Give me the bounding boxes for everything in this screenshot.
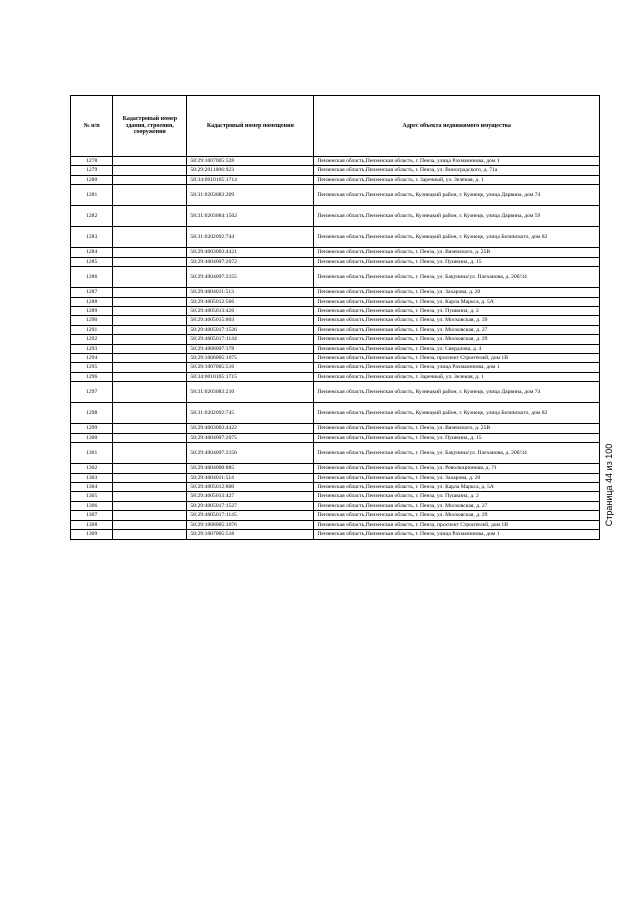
table-row <box>71 501 600 510</box>
cell-address: Пензенская область,Пензенская область, г. Пенза, ул. Пушкина, д. 15 <box>314 257 600 266</box>
cell-address: Пензенская область,Пензенская область, г. Пенза, ул. Пушкина, д. 2 <box>314 306 600 315</box>
cell-premises-cadastral: 58:29:4005012:566 <box>187 297 314 306</box>
cell-row-number: 1309 <box>71 530 113 539</box>
cell-building-cadastral <box>113 157 187 166</box>
table-row <box>71 511 600 520</box>
cell-address: Пензенская область,Пензенская область, г. Пенза, ул. Карла Маркса, д. 5А <box>314 297 600 306</box>
cell-row-number: 1289 <box>71 306 113 315</box>
cell-building-cadastral <box>113 185 187 206</box>
table-row <box>71 166 600 175</box>
table-row <box>71 354 600 363</box>
cell-premises-cadastral: 58:31:0202092:744 <box>187 227 314 248</box>
cell-premises-cadastral: 58:29:1006005:1075 <box>187 354 314 363</box>
registry-table-container <box>70 95 600 885</box>
cell-row-number: 1286 <box>71 267 113 288</box>
table-row <box>71 530 600 539</box>
cell-premises-cadastral: 58:34:0010105:1714 <box>187 175 314 184</box>
cell-premises-cadastral: 58:29:4005017:1144 <box>187 335 314 344</box>
cell-premises-cadastral: 58:31:0203083:209 <box>187 185 314 206</box>
cell-row-number: 1299 <box>71 424 113 433</box>
cell-premises-cadastral: 58:29:4005017:1527 <box>187 501 314 510</box>
cell-row-number: 1305 <box>71 492 113 501</box>
cell-premises-cadastral: 58:29:4005015:803 <box>187 316 314 325</box>
cell-premises-cadastral: 58:29:4004007:2072 <box>187 257 314 266</box>
cell-building-cadastral <box>113 501 187 510</box>
cell-building-cadastral <box>113 492 187 501</box>
cell-premises-cadastral: 58:29:4004007:2075 <box>187 433 314 442</box>
cell-row-number: 1283 <box>71 227 113 248</box>
cell-building-cadastral <box>113 433 187 442</box>
cell-address: Пензенская область,Пензенская область, Кузнецкий район, г. Кузнецк, улица Дарвина, дом 74 <box>314 382 600 403</box>
cell-row-number: 1307 <box>71 511 113 520</box>
cell-building-cadastral <box>113 267 187 288</box>
cell-premises-cadastral: 58:29:4004007:2156 <box>187 443 314 464</box>
cell-premises-cadastral: 58:29:4004011:513 <box>187 288 314 297</box>
cell-address: Пензенская область,Пензенская область, г. Пенза, ул. Захарова, д. 20 <box>314 288 600 297</box>
cell-address: Пензенская область,Пензенская область, г. Пенза, ул. Пушкина, д. 2 <box>314 492 600 501</box>
cell-building-cadastral <box>113 464 187 473</box>
table-row <box>71 382 600 403</box>
table-row <box>71 424 600 433</box>
cell-row-number: 1297 <box>71 382 113 403</box>
cell-building-cadastral <box>113 530 187 539</box>
cell-address: Пензенская область,Пензенская область, г. Пенза, ул. Бакунина/ул. Плеханова, д. 20б/34 <box>314 443 600 464</box>
cell-premises-cadastral: 58:29:4003003:4421 <box>187 248 314 257</box>
cell-premises-cadastral: 58:29:4005017:1526 <box>187 325 314 334</box>
cell-building-cadastral <box>113 520 187 529</box>
cell-building-cadastral <box>113 206 187 227</box>
table-row <box>71 175 600 184</box>
cell-address: Пензенская область,Пензенская область, г. Пенза, улица Рахманинова, дом 1 <box>314 157 600 166</box>
cell-row-number: 1287 <box>71 288 113 297</box>
header-building-cadastral: Кадастровый номер здания, строения, сооружения <box>113 96 187 157</box>
table-row <box>71 464 600 473</box>
cell-address: Пензенская область,Пензенская область, г. Пенза, ул. Московская, д. 39 <box>314 316 600 325</box>
cell-address: Пензенская область,Пензенская область, г. Пенза, ул. Московская, д. 27 <box>314 501 600 510</box>
table-row <box>71 185 600 206</box>
cell-address: Пензенская область,Пензенская область, г. Пенза, ул. Революционная, д. 71 <box>314 464 600 473</box>
cell-row-number: 1304 <box>71 483 113 492</box>
cell-row-number: 1285 <box>71 257 113 266</box>
cell-premises-cadastral: 58:31:0203084:1562 <box>187 206 314 227</box>
table-row <box>71 433 600 442</box>
header-premises-cadastral: Кадастровый номер помещения <box>187 96 314 157</box>
table-row <box>71 288 600 297</box>
cell-premises-cadastral: 58:29:4004007:2155 <box>187 267 314 288</box>
table-row <box>71 483 600 492</box>
cell-address: Пензенская область,Пензенская область, г. Пенза, ул. Пушкина, д. 15 <box>314 433 600 442</box>
cell-address: Пензенская область,Пензенская область, г. Пенза, ул. Московская, д. 29 <box>314 511 600 520</box>
cell-premises-cadastral: 58:29:4005013:426 <box>187 306 314 315</box>
cell-premises-cadastral: 58:29:1007005:528 <box>187 157 314 166</box>
cell-address: Пензенская область,Пензенская область, г. Пенза, ул. Московская, д. 29 <box>314 335 600 344</box>
cell-address: Пензенская область,Пензенская область, Кузнецкий район, г. Кузнецк, улица Белинского, дом 82 <box>314 403 600 424</box>
cell-row-number: 1303 <box>71 473 113 482</box>
table-row <box>71 520 600 529</box>
cell-premises-cadastral: 58:29:1007005:518 <box>187 530 314 539</box>
cell-premises-cadastral: 58:29:1006005:1076 <box>187 520 314 529</box>
cell-premises-cadastral: 58:29:4006007:378 <box>187 344 314 353</box>
cell-row-number: 1288 <box>71 297 113 306</box>
table-row <box>71 492 600 501</box>
cell-row-number: 1301 <box>71 443 113 464</box>
table-row <box>71 267 600 288</box>
cell-row-number: 1278 <box>71 157 113 166</box>
cell-building-cadastral <box>113 227 187 248</box>
table-body <box>71 157 600 540</box>
cell-building-cadastral <box>113 297 187 306</box>
cell-row-number: 1282 <box>71 206 113 227</box>
cell-building-cadastral <box>113 424 187 433</box>
cell-row-number: 1308 <box>71 520 113 529</box>
cell-address: Пензенская область,Пензенская область, г. Пенза, ул. Московская, д. 27 <box>314 325 600 334</box>
cell-building-cadastral <box>113 354 187 363</box>
property-registry-table <box>70 95 600 540</box>
cell-address: Пензенская область,Пензенская область, г. Пенза, ул. Карла Маркса, д. 5А <box>314 483 600 492</box>
table-row <box>71 443 600 464</box>
cell-address: Пензенская область,Пензенская область, Кузнецкий район, г. Кузнецк, улица Дарвина, дом 59 <box>314 206 600 227</box>
cell-building-cadastral <box>113 335 187 344</box>
cell-building-cadastral <box>113 306 187 315</box>
cell-row-number: 1294 <box>71 354 113 363</box>
cell-building-cadastral <box>113 403 187 424</box>
cell-address: Пензенская область,Пензенская область, г. Заречный, ул. Зеленая, д. 1 <box>314 175 600 184</box>
cell-address: Пензенская область,Пензенская область, г. Пенза, ул. Вяземского, д. 25В <box>314 248 600 257</box>
cell-premises-cadastral: 58:29:4004011:514 <box>187 473 314 482</box>
cell-building-cadastral <box>113 325 187 334</box>
cell-row-number: 1284 <box>71 248 113 257</box>
cell-building-cadastral <box>113 483 187 492</box>
cell-address: Пензенская область,Пензенская область, г. Пенза, ул. Виноградского, д. 71а <box>314 166 600 175</box>
cell-row-number: 1306 <box>71 501 113 510</box>
table-row <box>71 248 600 257</box>
cell-premises-cadastral: 58:29:4005017:1145 <box>187 511 314 520</box>
table-row <box>71 363 600 372</box>
cell-premises-cadastral: 58:31:0203083:210 <box>187 382 314 403</box>
cell-building-cadastral <box>113 372 187 381</box>
cell-building-cadastral <box>113 175 187 184</box>
table-header <box>71 96 600 157</box>
header-row-number: № п/п <box>71 96 113 157</box>
table-row <box>71 297 600 306</box>
cell-premises-cadastral: 58:34:0010105:1715 <box>187 372 314 381</box>
cell-row-number: 1298 <box>71 403 113 424</box>
cell-row-number: 1302 <box>71 464 113 473</box>
table-row <box>71 227 600 248</box>
cell-premises-cadastral: 58:31:0202092:745 <box>187 403 314 424</box>
table-row <box>71 206 600 227</box>
cell-row-number: 1290 <box>71 316 113 325</box>
table-row <box>71 316 600 325</box>
cell-address: Пензенская область,Пензенская область, г. Заречный, ул. Зеленая, д. 1 <box>314 372 600 381</box>
cell-row-number: 1291 <box>71 325 113 334</box>
cell-row-number: 1281 <box>71 185 113 206</box>
cell-building-cadastral <box>113 288 187 297</box>
cell-premises-cadastral: 58:29:4005012:800 <box>187 483 314 492</box>
cell-address: Пензенская область,Пензенская область, Кузнецкий район, г. Кузнецк, улица Дарвина, дом 74 <box>314 185 600 206</box>
cell-building-cadastral <box>113 344 187 353</box>
cell-address: Пензенская область,Пензенская область, г. Пенза, улица Рахманинова, дом 1 <box>314 363 600 372</box>
cell-premises-cadastral: 58:29:4004008:885 <box>187 464 314 473</box>
cell-building-cadastral <box>113 166 187 175</box>
table-row <box>71 335 600 344</box>
cell-building-cadastral <box>113 316 187 325</box>
cell-building-cadastral <box>113 473 187 482</box>
table-row <box>71 372 600 381</box>
cell-building-cadastral <box>113 443 187 464</box>
cell-building-cadastral <box>113 248 187 257</box>
cell-row-number: 1295 <box>71 363 113 372</box>
header-row <box>71 96 600 157</box>
cell-address: Пензенская область,Пензенская область, г. Пенза, проспект Строителей, дом 1В <box>314 520 600 529</box>
cell-premises-cadastral: 58:29:4005013:427 <box>187 492 314 501</box>
cell-row-number: 1279 <box>71 166 113 175</box>
cell-address: Пензенская область,Пензенская область, г. Пенза, улица Рахманинова, дом 1 <box>314 530 600 539</box>
cell-address: Пензенская область,Пензенская область, г. Пенза, ул. Свердлова, д. 4 <box>314 344 600 353</box>
table-row <box>71 257 600 266</box>
cell-address: Пензенская область,Пензенская область, г. Пенза, ул. Захарова, д. 20 <box>314 473 600 482</box>
cell-building-cadastral <box>113 511 187 520</box>
cell-premises-cadastral: 58:29:4003003:4422 <box>187 424 314 433</box>
cell-address: Пензенская область,Пензенская область, г. Пенза, ул. Бакунина/ул. Плеханова, д. 20б/34 <box>314 267 600 288</box>
table-row <box>71 157 600 166</box>
cell-row-number: 1296 <box>71 372 113 381</box>
cell-premises-cadastral: 58:29:1007005:516 <box>187 363 314 372</box>
cell-address: Пензенская область,Пензенская область, Кузнецкий район, г. Кузнецк, улица Белинского, дом 82 <box>314 227 600 248</box>
cell-building-cadastral <box>113 363 187 372</box>
table-row <box>71 403 600 424</box>
cell-address: Пензенская область,Пензенская область, г. Пенза, ул. Вяземского, д. 25В <box>314 424 600 433</box>
cell-building-cadastral <box>113 257 187 266</box>
cell-address: Пензенская область,Пензенская область, г. Пенза, проспект Строителей, дом 1В <box>314 354 600 363</box>
cell-row-number: 1300 <box>71 433 113 442</box>
cell-premises-cadastral: 58:29:2011006:923 <box>187 166 314 175</box>
cell-building-cadastral <box>113 382 187 403</box>
table-row <box>71 473 600 482</box>
table-row <box>71 306 600 315</box>
cell-row-number: 1292 <box>71 335 113 344</box>
table-row <box>71 344 600 353</box>
page-number-label: Страница 44 из 100 <box>604 443 614 527</box>
cell-row-number: 1280 <box>71 175 113 184</box>
header-address: Адрес объекта недвижимого имущества <box>314 96 600 157</box>
table-row <box>71 325 600 334</box>
cell-row-number: 1293 <box>71 344 113 353</box>
